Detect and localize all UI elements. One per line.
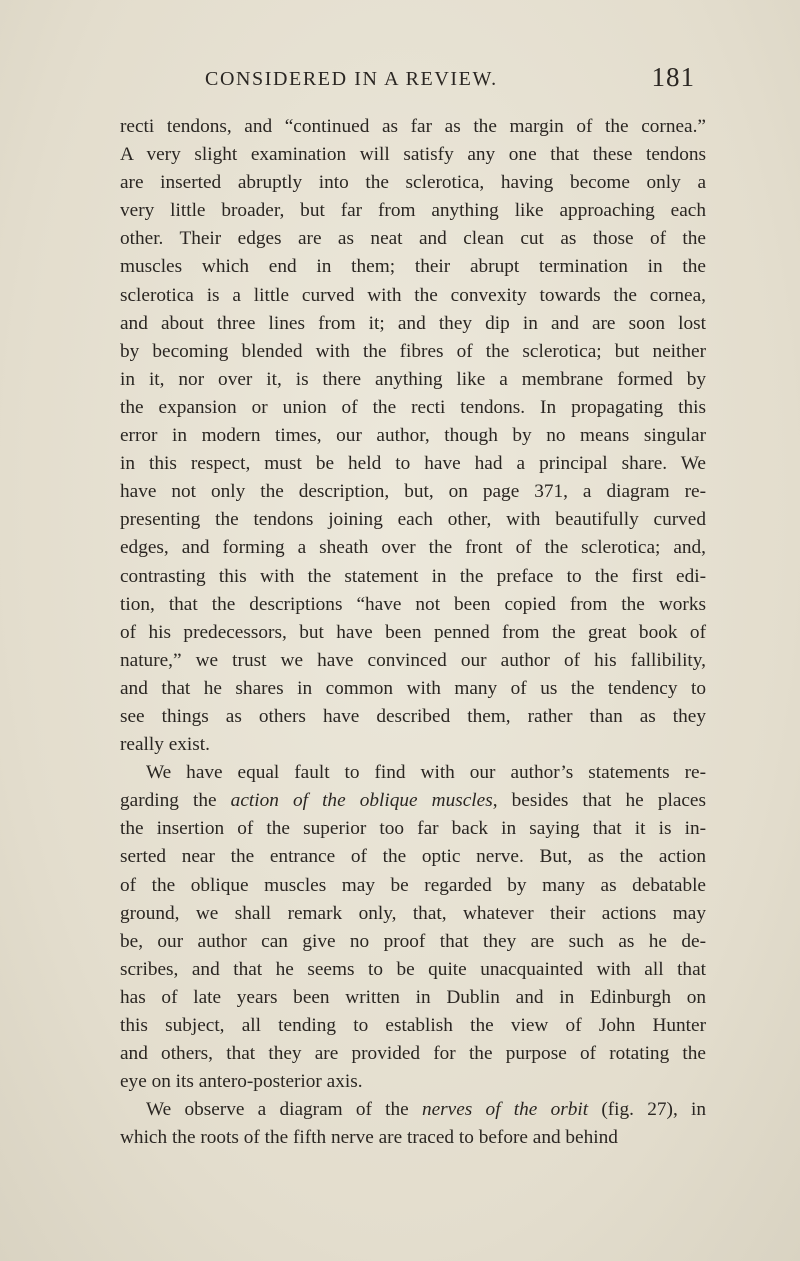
text-line: presenting the tendons joining each other, with beautifully curved: [120, 509, 706, 531]
italic-phrase: nerves of the orbit: [421, 1099, 589, 1121]
text-line: which the roots of the fifth nerve are traced to before and behind: [120, 1127, 618, 1149]
italic-phrase: action of the oblique muscles: [230, 790, 493, 812]
text-line: garding the action of the oblique muscles, besides that he places: [120, 790, 706, 812]
paragraph: [120, 113, 706, 759]
paragraph: [120, 759, 706, 1096]
paragraph: [120, 1096, 706, 1152]
text-line: and about three lines from it; and they dip in and are soon lost: [120, 312, 706, 334]
text-line: scribes, and that he seems to be quite unacquainted with all that: [120, 958, 706, 980]
text-line: A very slight examination will satisfy any one that these tendons: [120, 144, 706, 166]
text-line: be, our author can give no proof that they are such as he de-: [120, 930, 706, 952]
text-line: error in modern times, our author, though by no means singular: [120, 425, 706, 447]
text-line: recti tendons, and “continued as far as the margin of the cornea.”: [120, 116, 706, 137]
text-line: and others, that they are provided for the purpose of rotating the: [120, 1043, 706, 1065]
text-line: see things as others have described them, rather than as they: [120, 705, 706, 727]
page-number: 181: [651, 62, 695, 92]
text-line: have not only the description, but, on page 371, a diagram re-: [120, 481, 706, 503]
text-line: contrasting this with the statement in the preface to the first edi-: [120, 565, 706, 587]
text-line: are inserted abruptly into the sclerotica, having become only a: [120, 172, 706, 194]
text-line: the expansion or union of the recti tendons. In propagating this: [120, 396, 706, 418]
text-line: in it, nor over it, is there anything like a membrane formed by: [120, 368, 706, 390]
page-header: [205, 62, 695, 102]
body-text: [120, 113, 706, 1152]
text-line: ground, we shall remark only, that, whatever their actions may: [120, 902, 706, 924]
text-line: We observe a diagram of the nerves of the orbit (fig. 27), in: [146, 1099, 706, 1121]
text-line: of his predecessors, but have been penned from the great book of: [120, 621, 706, 643]
text-line: other. Their edges are as neat and clean cut as those of the: [120, 228, 706, 250]
text-line: in this respect, must be held to have had a principal share. We: [120, 453, 706, 475]
text-line: sclerotica is a little curved with the convexity towards the cornea,: [120, 284, 706, 306]
text-line: serted near the entrance of the optic nerve. But, as the action: [120, 846, 706, 868]
text-line: and that he shares in common with many of us the tendency to: [120, 677, 706, 699]
text-line: has of late years been written in Dublin and in Edinburgh on: [120, 986, 706, 1008]
text-line: eye on its antero-posterior axis.: [120, 1071, 363, 1093]
text-line: really exist.: [120, 734, 210, 756]
text-line: this subject, all tending to establish the view of John Hunter: [120, 1015, 706, 1036]
text-line: of the oblique muscles may be regarded by many as debatable: [120, 874, 706, 896]
text-line: the insertion of the superior too far back in saying that it is in-: [120, 818, 706, 840]
text-line: We have equal fault to find with our author’s statements re-: [146, 762, 706, 784]
text-line: very little broader, but far from anything like approaching each: [120, 200, 706, 222]
text-line: tion, that the descriptions “have not been copied from the works: [120, 593, 706, 615]
text-line: nature,” we trust we have convinced our author of his fallibility,: [120, 649, 706, 671]
text-line: edges, and forming a sheath over the front of the sclerotica; and,: [120, 537, 706, 559]
text-line: muscles which end in them; their abrupt termination in the: [120, 256, 706, 278]
running-head: CONSIDERED IN A REVIEW.: [205, 68, 498, 90]
text-line: by becoming blended with the fibres of the sclerotica; but neither: [120, 340, 706, 362]
